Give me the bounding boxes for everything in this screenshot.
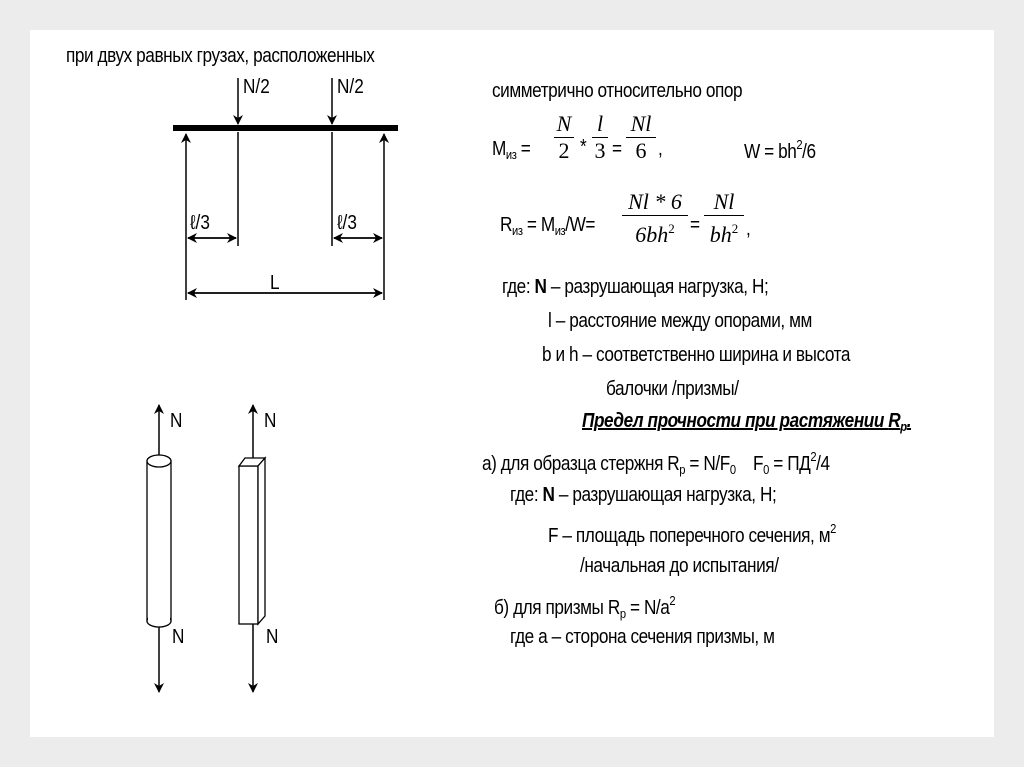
where-f: F – площадь поперечного сечения, $м^2$ [548,521,836,547]
section-heading: Предел прочности при растяжении $R_р$. [582,410,912,434]
rod-force-top: N [170,410,183,432]
load-label-right: N/2 [337,76,364,98]
where-bh: b и h – соответственно ширина и высота [542,344,851,366]
rod-force-bottom: N [172,626,185,648]
load-label-left: N/2 [243,76,270,98]
span-label-right: ℓ/3 [337,212,357,234]
where-a: где а – сторона сечения призмы, м [510,626,775,648]
text-line-1: при двух равных грузах, расположенных [66,45,375,67]
fraction-nl-over-6: Nl 6 [626,112,656,163]
text-line-2: симметрично относительно опор [492,80,743,102]
prism-specimen [239,458,265,624]
fraction-nl-over-bh2: Nl $bh^2$ [704,190,744,247]
prism-formula: б) для призмы $R_р = N/a^2$ [494,593,676,621]
where-n: где: N – разрушающая нагрузка, Н; [502,276,769,298]
fraction-n-over-2: N 2 [554,112,574,163]
moment-lhs: $М_{из}$ = [492,138,531,162]
strength-lhs: $R_{из} = М_{из}/W=$ [500,214,596,238]
span-label-left: ℓ/3 [190,212,210,234]
prism-force-top: N [264,410,277,432]
rod-formula: а) для образца стержня $R_р = N/F_0$ $F_0 = ПД^2/4$ [482,449,830,477]
fraction-nl6-over-6bh2: Nl * 6 $6bh^2$ [622,190,688,247]
rod-specimen [147,455,171,627]
fraction-l-over-3: l 3 [592,112,608,163]
span-label-total: L [270,272,280,294]
where-l: l – расстояние между опорами, мм [548,310,812,332]
where-bh-cont: балочки /призмы/ [606,378,739,400]
section-modulus-formula: $W = bh^2/6$ [744,137,816,163]
where-f-cont: /начальная до испытания/ [580,555,779,577]
prism-force-bottom: N [266,626,279,648]
where-n-2: где: N – разрушающая нагрузка, Н; [510,484,777,506]
